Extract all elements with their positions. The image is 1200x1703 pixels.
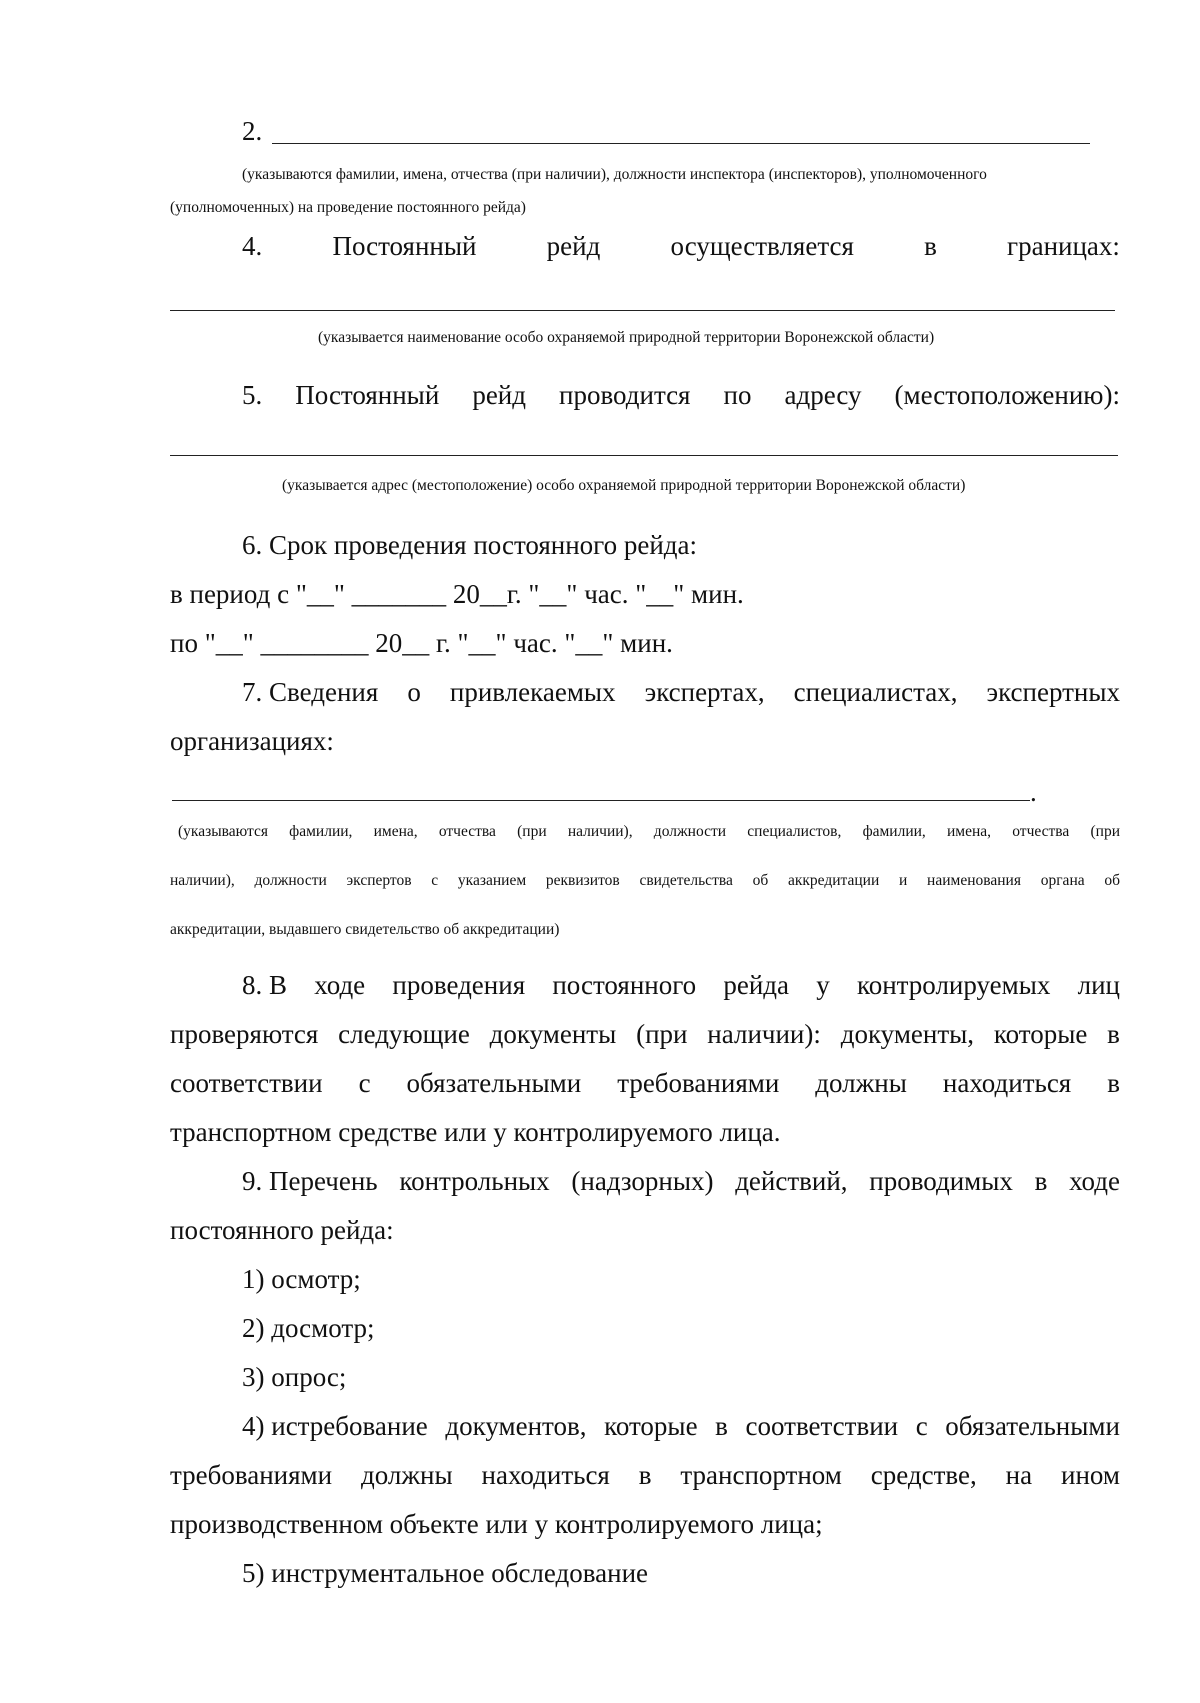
- item9-line2: постоянного рейда:: [170, 1215, 394, 1245]
- word: 4) истребование: [242, 1411, 428, 1441]
- item5-line: [242, 379, 1120, 411]
- item8-line1: [242, 969, 1120, 1001]
- word: находиться: [942, 1068, 1072, 1098]
- word: в: [1107, 1068, 1120, 1098]
- word: документы: [489, 1019, 617, 1049]
- word: рейд: [472, 380, 526, 410]
- word: экспертных: [986, 677, 1120, 707]
- item8-line4: транспортном средстве или у контролируемого лица.: [170, 1117, 781, 1147]
- word: в: [715, 1411, 728, 1441]
- item6-heading: 6. Срок проведения постоянного рейда:: [242, 530, 697, 560]
- word: постоянного: [552, 970, 697, 1000]
- word: транспортном: [680, 1460, 842, 1490]
- word: границах:: [1007, 231, 1120, 261]
- word: Постоянный: [295, 380, 440, 410]
- word: осуществляется: [670, 231, 854, 261]
- word: 9. Перечень: [242, 1166, 378, 1196]
- action-item-5: 5) инструментальное обследование: [242, 1558, 649, 1588]
- action-item-3: 3) опрос;: [242, 1362, 347, 1392]
- word: наличии):: [707, 1019, 821, 1049]
- item6-from-line: в период с "__" _______ 20__г. "__" час. "__" мин.: [170, 579, 744, 609]
- word: обязательными: [406, 1068, 582, 1098]
- word: лиц: [1077, 970, 1120, 1000]
- item7-note-line2: наличии), должности экспертов с указанием реквизитов свидетельства об аккредитации и наименования органа об: [170, 872, 1120, 889]
- word: 8. В: [242, 970, 288, 1000]
- word: (надзорных): [571, 1166, 714, 1196]
- item8-line3: [170, 1067, 1120, 1099]
- word: в: [638, 1460, 652, 1490]
- word: экспертах,: [644, 677, 765, 707]
- word: требованиями: [170, 1460, 333, 1490]
- word: соответствии: [170, 1068, 323, 1098]
- word: в: [924, 231, 937, 261]
- item2-note-line2: (уполномоченных) на проведение постоянного рейда): [170, 199, 526, 216]
- word: контрольных: [399, 1166, 550, 1196]
- word: которые: [993, 1019, 1088, 1049]
- word: средстве,: [870, 1460, 977, 1490]
- word: проведения: [392, 970, 526, 1000]
- word: соответствии: [745, 1411, 899, 1441]
- word: контролируемых: [856, 970, 1051, 1000]
- item4-line: [242, 230, 1120, 262]
- word: рейд: [546, 231, 601, 261]
- word: о: [407, 677, 421, 707]
- word: документов,: [445, 1411, 587, 1441]
- word: адресу: [784, 380, 862, 410]
- item7-note-line3: аккредитации, выдавшего свидетельство об аккредитации): [170, 921, 560, 938]
- word: ходе: [1069, 1166, 1120, 1196]
- item7-line1: [242, 676, 1120, 708]
- word: которые: [604, 1411, 698, 1441]
- item4-fill-line: [170, 310, 1115, 311]
- word: должны: [361, 1460, 453, 1490]
- word: в: [1107, 1019, 1120, 1049]
- item7-period: .: [1030, 777, 1037, 807]
- action-item-2: 2) досмотр;: [242, 1313, 375, 1343]
- item4-note: (указывается наименование особо охраняемой природной территории Воронежской области): [318, 329, 935, 346]
- action-item-4-line1: [242, 1410, 1120, 1442]
- item7-note-line1: (указываются фамилии, имена, отчества (при наличии), должности специалистов, фамилии, имена, отчества (при: [178, 823, 1120, 840]
- word: по: [723, 380, 752, 410]
- word: обязательными: [945, 1411, 1120, 1441]
- word: с: [915, 1411, 928, 1441]
- word: находиться: [481, 1460, 610, 1490]
- word: (при: [636, 1019, 688, 1049]
- word: у: [816, 970, 830, 1000]
- word: 4.: [242, 231, 263, 261]
- item8-line2: [170, 1018, 1120, 1050]
- word: с: [358, 1068, 371, 1098]
- word: ином: [1061, 1460, 1120, 1490]
- action-item-1: 1) осмотр;: [242, 1264, 361, 1294]
- word: документы,: [840, 1019, 975, 1049]
- word: должны: [815, 1068, 907, 1098]
- action-item-4-line2: [170, 1459, 1120, 1491]
- item7-line2: организациях:: [170, 726, 334, 756]
- word: на: [1005, 1460, 1033, 1490]
- word: специалистах,: [793, 677, 958, 707]
- word: рейда: [723, 970, 790, 1000]
- word: 5.: [242, 380, 263, 410]
- item9-line1: [242, 1165, 1120, 1197]
- action-item-4-line3: производственном объекте или у контролируемого лица;: [170, 1509, 823, 1539]
- word: Постоянный: [332, 231, 477, 261]
- word: действий,: [735, 1166, 848, 1196]
- word: проверяются: [170, 1019, 319, 1049]
- item2-fill-line: [272, 143, 1090, 144]
- word: привлекаемых: [449, 677, 616, 707]
- word: 7. Сведения: [242, 677, 379, 707]
- item5-note: (указывается адрес (местоположение) особо охраняемой природной территории Воронежской области): [282, 477, 966, 494]
- word: (местоположению):: [894, 380, 1120, 410]
- word: следующие: [338, 1019, 470, 1049]
- word: ходе: [314, 970, 366, 1000]
- item5-fill-line: [170, 455, 1118, 456]
- item6-to-line: по "__" ________ 20__ г. "__" час. "__" мин.: [170, 628, 673, 658]
- item2-number: 2.: [242, 116, 263, 146]
- word: проводится: [559, 380, 691, 410]
- word: проводимых: [869, 1166, 1013, 1196]
- item2-note-line1: (указываются фамилии, имена, отчества (при наличии), должности инспектора (инспекторов), уполномоченного: [242, 166, 987, 183]
- word: требованиями: [617, 1068, 780, 1098]
- item7-fill-line: [172, 800, 1030, 801]
- word: в: [1034, 1166, 1048, 1196]
